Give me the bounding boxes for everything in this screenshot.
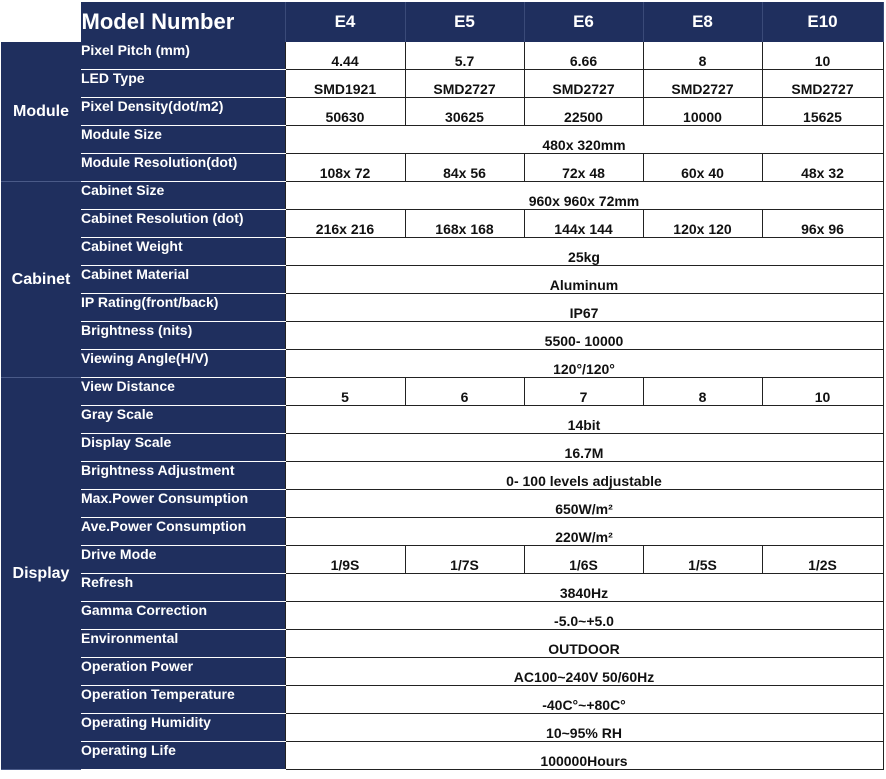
spec-value: 96x 96 (762, 210, 883, 238)
spec-value: 120°/120° (285, 350, 883, 378)
spec-row (1, 154, 883, 182)
spec-row (1, 490, 883, 518)
spec-label: Viewing Angle(H/V) (81, 350, 285, 378)
spec-value: 14bit (285, 406, 883, 434)
spec-value: 10 (762, 42, 883, 70)
spec-row (1, 658, 883, 686)
spec-row (1, 686, 883, 714)
spec-value: 6 (405, 378, 524, 406)
spec-row (1, 602, 883, 630)
spec-value: -5.0~+5.0 (285, 602, 883, 630)
spec-label: Cabinet Material (81, 266, 285, 294)
spec-value: 650W/m² (285, 490, 883, 518)
spec-value: SMD2727 (405, 70, 524, 98)
model-header-e6: E6 (524, 2, 643, 42)
spec-value: 168x 168 (405, 210, 524, 238)
spec-label: Max.Power Consumption (81, 490, 285, 518)
spec-value: 1/7S (405, 546, 524, 574)
spec-label: Gray Scale (81, 406, 285, 434)
group-label-display: Display (1, 378, 81, 770)
spec-row (1, 714, 883, 742)
spec-value: -40C°~+80C° (285, 686, 883, 714)
spec-label: Brightness Adjustment (81, 462, 285, 490)
spec-value: 144x 144 (524, 210, 643, 238)
spec-value: 1/2S (762, 546, 883, 574)
spec-row (1, 406, 883, 434)
spec-row (1, 350, 883, 378)
spec-row (1, 518, 883, 546)
spec-label: LED Type (81, 70, 285, 98)
spec-label: Refresh (81, 574, 285, 602)
spec-label: Cabinet Resolution (dot) (81, 210, 285, 238)
spec-value: 7 (524, 378, 643, 406)
spec-value: 84x 56 (405, 154, 524, 182)
spec-value: 100000Hours (285, 742, 883, 770)
spec-value: 6.66 (524, 42, 643, 70)
spec-label: Module Size (81, 126, 285, 154)
spec-label: Operating Humidity (81, 714, 285, 742)
spec-row (1, 182, 883, 210)
spec-label: Gamma Correction (81, 602, 285, 630)
spec-label: Pixel Density(dot/m2) (81, 98, 285, 126)
spec-value: 8 (643, 42, 762, 70)
model-header-e10: E10 (762, 2, 883, 42)
model-header-e5: E5 (405, 2, 524, 42)
spec-value: 480x 320mm (285, 126, 883, 154)
spec-label: Operation Temperature (81, 686, 285, 714)
spec-value: 108x 72 (285, 154, 405, 182)
spec-value: 1/9S (285, 546, 405, 574)
spec-value: AC100~240V 50/60Hz (285, 658, 883, 686)
spec-value: 10~95% RH (285, 714, 883, 742)
spec-value: 220W/m² (285, 518, 883, 546)
spec-value: SMD2727 (643, 70, 762, 98)
spec-row (1, 322, 883, 350)
spec-row (1, 742, 883, 770)
spec-row (1, 574, 883, 602)
header-row (1, 2, 883, 42)
spec-value: 60x 40 (643, 154, 762, 182)
spec-value: 16.7M (285, 434, 883, 462)
spec-value: 5 (285, 378, 405, 406)
spec-label: Pixel Pitch (mm) (81, 42, 285, 70)
model-header-e8: E8 (643, 2, 762, 42)
spec-value: 22500 (524, 98, 643, 126)
spec-value: 50630 (285, 98, 405, 126)
spec-value: 5.7 (405, 42, 524, 70)
spec-value: 5500- 10000 (285, 322, 883, 350)
spec-row (1, 630, 883, 658)
group-label-module: Module (1, 42, 81, 182)
spec-label: Module Resolution(dot) (81, 154, 285, 182)
spec-value: 4.44 (285, 42, 405, 70)
spec-value: 120x 120 (643, 210, 762, 238)
spec-label: IP Rating(front/back) (81, 294, 285, 322)
spec-value: SMD2727 (524, 70, 643, 98)
spec-value: 960x 960x 72mm (285, 182, 883, 210)
spec-label: Operation Power (81, 658, 285, 686)
spec-row (1, 546, 883, 574)
spec-row (1, 98, 883, 126)
spec-value: 0- 100 levels adjustable (285, 462, 883, 490)
spec-value: 10000 (643, 98, 762, 126)
spec-table (1, 2, 884, 770)
spec-value: SMD1921 (285, 70, 405, 98)
spec-row (1, 126, 883, 154)
spec-row (1, 210, 883, 238)
spec-value: 1/5S (643, 546, 762, 574)
spec-value: 216x 216 (285, 210, 405, 238)
spec-label: Drive Mode (81, 546, 285, 574)
spec-row (1, 434, 883, 462)
spec-row (1, 462, 883, 490)
spec-value: 1/6S (524, 546, 643, 574)
model-header-e4: E4 (285, 2, 405, 42)
spec-value: 3840Hz (285, 574, 883, 602)
spec-value: 15625 (762, 98, 883, 126)
spec-value: IP67 (285, 294, 883, 322)
spec-label: Cabinet Size (81, 182, 285, 210)
spec-value: 8 (643, 378, 762, 406)
spec-row (1, 70, 883, 98)
spec-label: Cabinet Weight (81, 238, 285, 266)
spec-label: Operating Life (81, 742, 285, 770)
spec-value: Aluminum (285, 266, 883, 294)
spec-row (1, 266, 883, 294)
spec-row (1, 42, 883, 70)
spec-label: Display Scale (81, 434, 285, 462)
spec-label: View Distance (81, 378, 285, 406)
spec-label: Environmental (81, 630, 285, 658)
spec-value: 10 (762, 378, 883, 406)
spec-label: Brightness (nits) (81, 322, 285, 350)
spec-row (1, 378, 883, 406)
spec-row (1, 294, 883, 322)
spec-value: OUTDOOR (285, 630, 883, 658)
group-label-cabinet: Cabinet (1, 182, 81, 378)
spec-value: 72x 48 (524, 154, 643, 182)
spec-row (1, 238, 883, 266)
spec-value: SMD2727 (762, 70, 883, 98)
spec-value: 25kg (285, 238, 883, 266)
spec-value: 48x 32 (762, 154, 883, 182)
header-corner (1, 2, 81, 42)
spec-label: Ave.Power Consumption (81, 518, 285, 546)
spec-value: 30625 (405, 98, 524, 126)
model-number-heading: Model Number (81, 2, 285, 42)
